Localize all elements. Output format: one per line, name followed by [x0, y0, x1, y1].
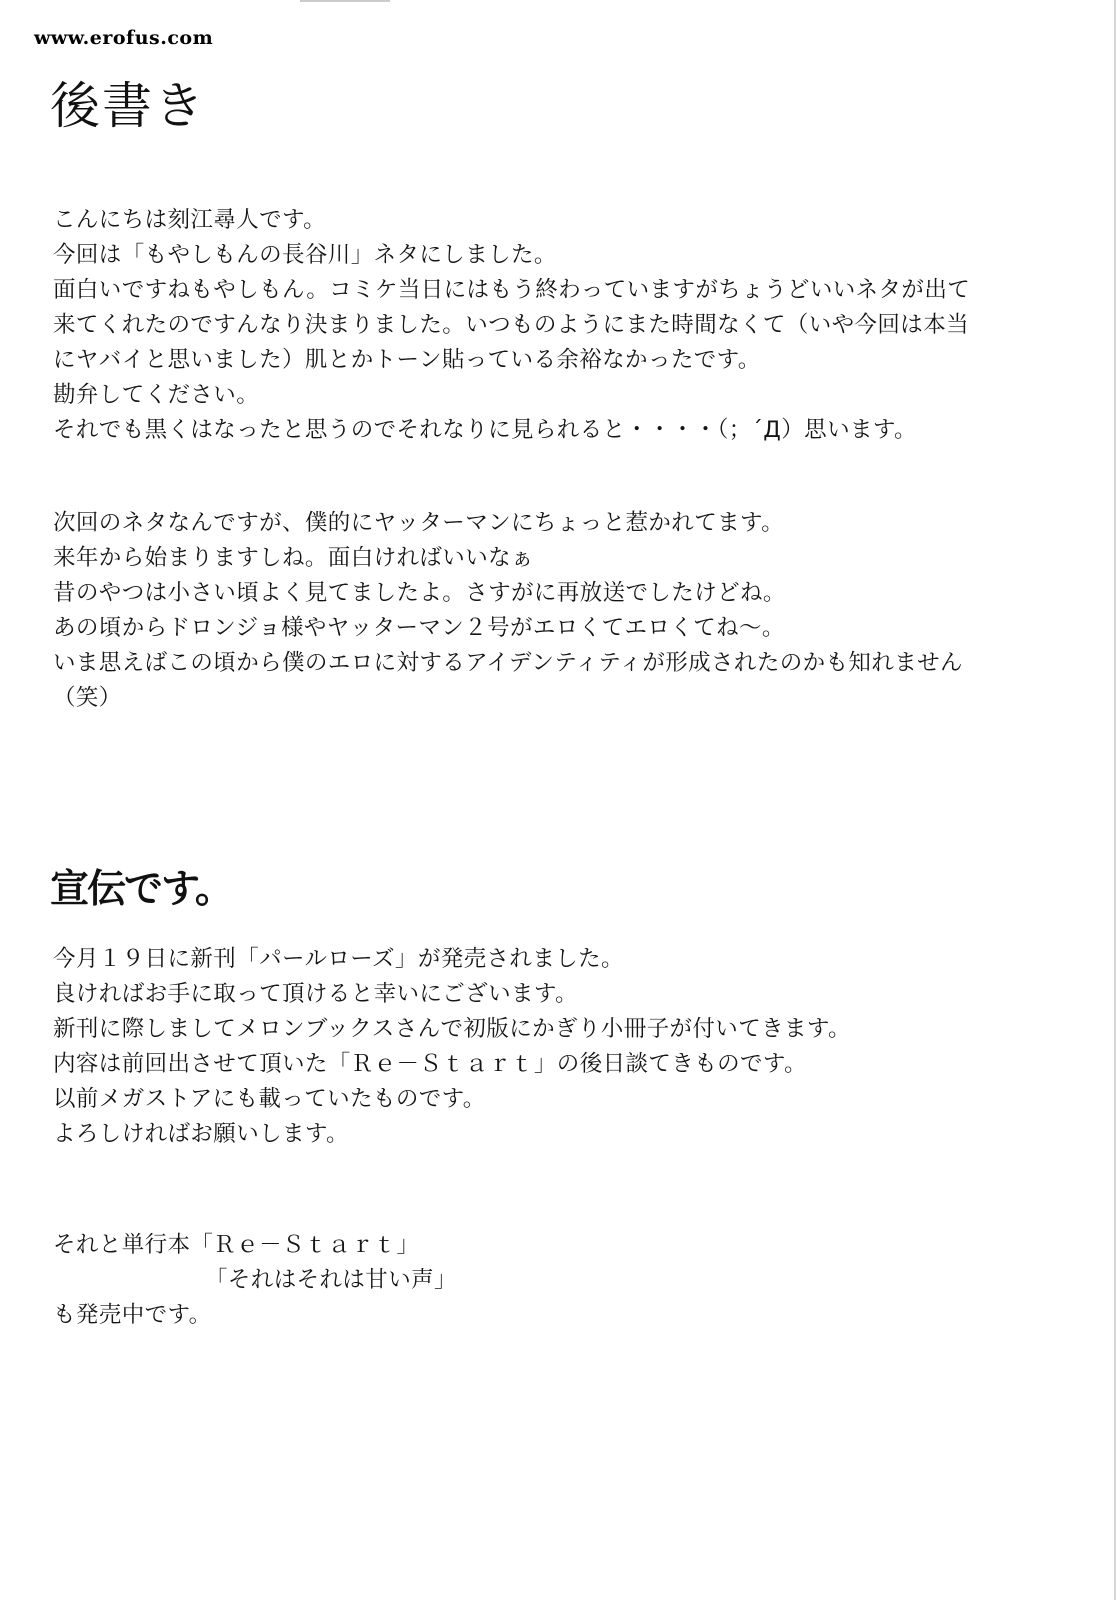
text-line: （笑）	[53, 685, 122, 711]
text-line: こんにちは刻江尋人です。	[53, 207, 327, 233]
text-line: あの頃からドロンジョ様やヤッターマン２号がエロくてエロくてね～。	[53, 615, 785, 641]
text-line: それと単行本「Ｒｅ－Ｓｔａｒｔ」	[53, 1232, 420, 1258]
text-line: 来年から始まりますしね。面白ければいいなぁ	[53, 545, 534, 571]
text-line: も発売中です。	[53, 1302, 212, 1328]
text-line: 良ければお手に取って頂けると幸いにございます。	[53, 981, 578, 1007]
text-line: 今月１９日に新刊「パールローズ」が発売されました。	[53, 946, 624, 972]
afterword-paragraph-1	[53, 203, 970, 448]
text-line: 次回のネタなんですが、僕的にヤッターマンにちょっと惹かれてます。	[53, 510, 785, 536]
text-line: 勘弁してください。	[53, 382, 260, 408]
afterword-heading: 後書き	[50, 77, 206, 135]
promotion-heading: 宣伝です。	[50, 866, 232, 912]
text-line: 内容は前回出させて頂いた「Ｒｅ－Ｓｔａｒｔ」の後日談てきものです。	[53, 1051, 807, 1077]
site-watermark: www.erofus.com	[34, 27, 214, 49]
text-line: にヤバイと思いました）肌とかトーン貼っている余裕なかったです。	[53, 347, 761, 373]
text-line: 昔のやつは小さい頃よく見てましたよ。さすがに再放送でしたけどね。	[53, 580, 786, 606]
scan-artifact-line	[300, 0, 390, 2]
text-line: 以前メガストアにも載っていたものです。	[53, 1086, 486, 1112]
text-line: 来てくれたのですんなり決まりました。いつものようにまた時間なくて（いや今回は本当	[53, 312, 970, 338]
text-line: 新刊に際しましてメロンブックスさんで初版にかぎり小冊子が付いてきます。	[53, 1016, 851, 1042]
page-edge	[1114, 0, 1116, 1600]
text-line: 面白いですねもやしもん。コミケ当日にはもう終わっていますがちょうどいいネタが出て	[53, 277, 971, 303]
text-line: 「それはそれは甘い声」	[205, 1267, 457, 1293]
text-line: よろしければお願いします。	[53, 1121, 349, 1147]
text-line: それでも黒くはなったと思うのでそれなりに見られると・・・・（；´Д）思います。	[53, 417, 917, 443]
promotion-paragraph-1	[53, 942, 851, 1152]
afterword-paragraph-2	[53, 506, 963, 716]
text-line: いま思えばこの頃から僕のエロに対するアイデンティティが形成されたのかも知れません	[53, 650, 963, 676]
text-line: 今回は「もやしもんの長谷川」ネタにしました。	[53, 242, 557, 268]
promotion-paragraph-2	[53, 1228, 457, 1333]
